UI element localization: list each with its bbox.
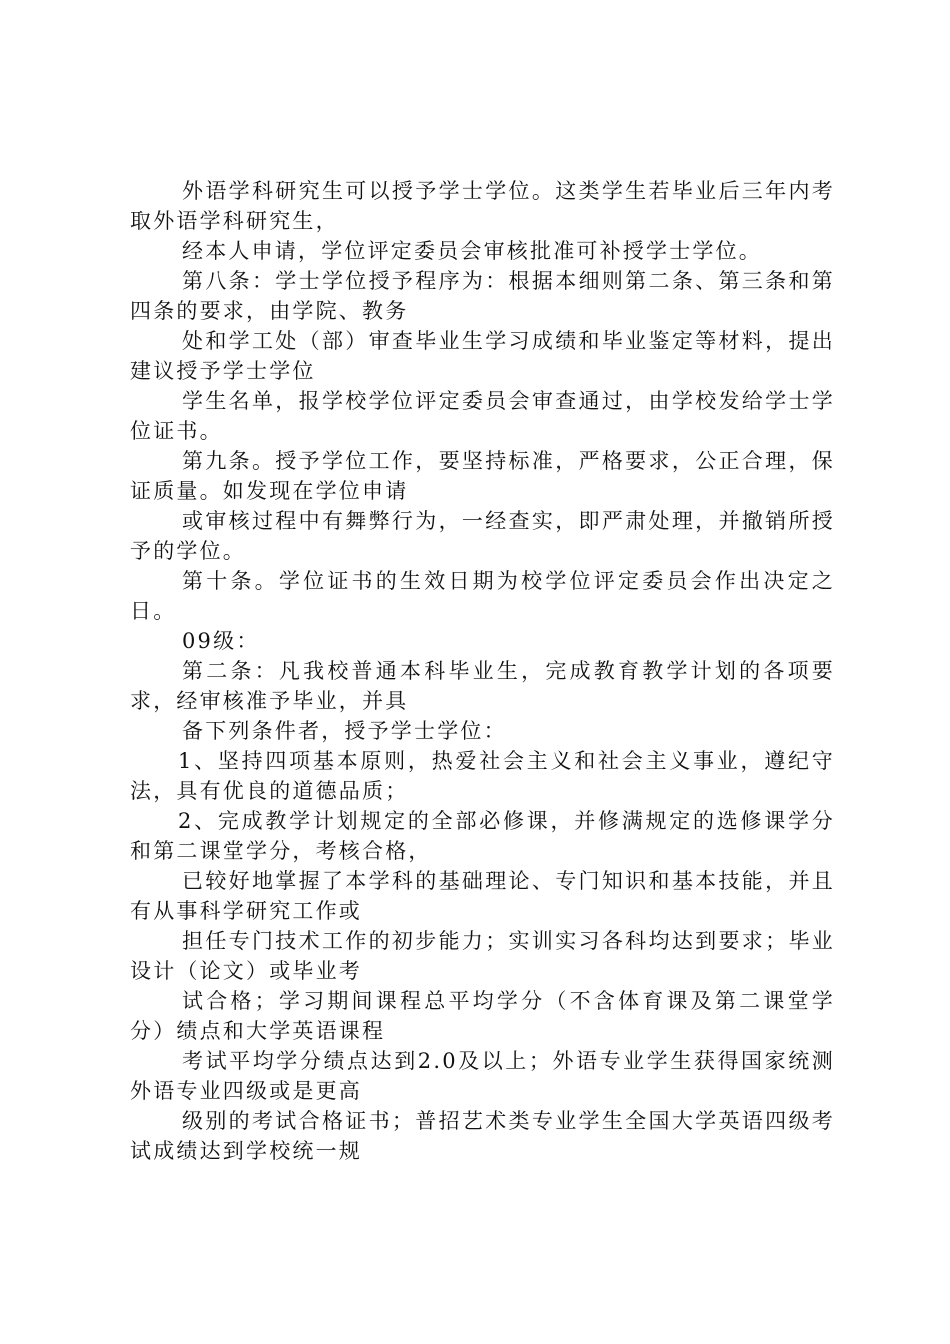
paragraph-4: 处和学工处（部）审查毕业生学习成绩和毕业鉴定等材料，提出建议授予学士学位 <box>130 329 835 383</box>
paragraph-12: 1、坚持四项基本原则，热爱社会主义和社会主义事业，遵纪守法，具有优良的道德品质； <box>130 749 835 803</box>
paragraph-1: 外语学科研究生可以授予学士学位。这类学生若毕业后三年内考取外语学科研究生， <box>130 179 835 233</box>
paragraph-9: 09级： <box>182 629 260 653</box>
paragraph-13: 2、完成教学计划规定的全部必修课，并修满规定的选修课学分和第二课堂学分，考核合格， <box>130 809 835 863</box>
document-body <box>130 176 835 1166</box>
paragraph-2: 经本人申请，学位评定委员会审核批准可补授学士学位。 <box>182 239 762 263</box>
paragraph-17: 考试平均学分绩点达到2.0及以上；外语专业学生获得国家统测外语专业四级或是更高 <box>130 1049 835 1103</box>
paragraph-8: 第十条。学位证书的生效日期为校学位评定委员会作出决定之日。 <box>130 569 835 623</box>
paragraph-16: 试合格；学习期间课程总平均学分（不含体育课及第二课堂学分）绩点和大学英语课程 <box>130 989 835 1043</box>
paragraph-3: 第八条：学士学位授予程序为：根据本细则第二条、第三条和第四条的要求，由学院、教务 <box>130 269 835 323</box>
paragraph-14: 已较好地掌握了本学科的基础理论、专门知识和基本技能，并且有从事科学研究工作或 <box>130 869 835 923</box>
paragraph-7: 或审核过程中有舞弊行为，一经查实，即严肃处理，并撤销所授予的学位。 <box>130 509 835 563</box>
paragraph-6: 第九条。授予学位工作，要坚持标准，严格要求，公正合理，保证质量。如发现在学位申请 <box>130 449 835 503</box>
paragraph-11: 备下列条件者，授予学士学位： <box>182 719 507 743</box>
paragraph-15: 担任专门技术工作的初步能力；实训实习各科均达到要求；毕业设计（论文）或毕业考 <box>130 929 835 983</box>
paragraph-18: 级别的考试合格证书；普招艺术类专业学生全国大学英语四级考试成绩达到学校统一规 <box>130 1109 835 1163</box>
paragraph-10: 第二条：凡我校普通本科毕业生，完成教育教学计划的各项要求，经审核准予毕业，并具 <box>130 659 835 713</box>
paragraph-5: 学生名单，报学校学位评定委员会审查通过，由学校发给学士学位证书。 <box>130 389 835 443</box>
